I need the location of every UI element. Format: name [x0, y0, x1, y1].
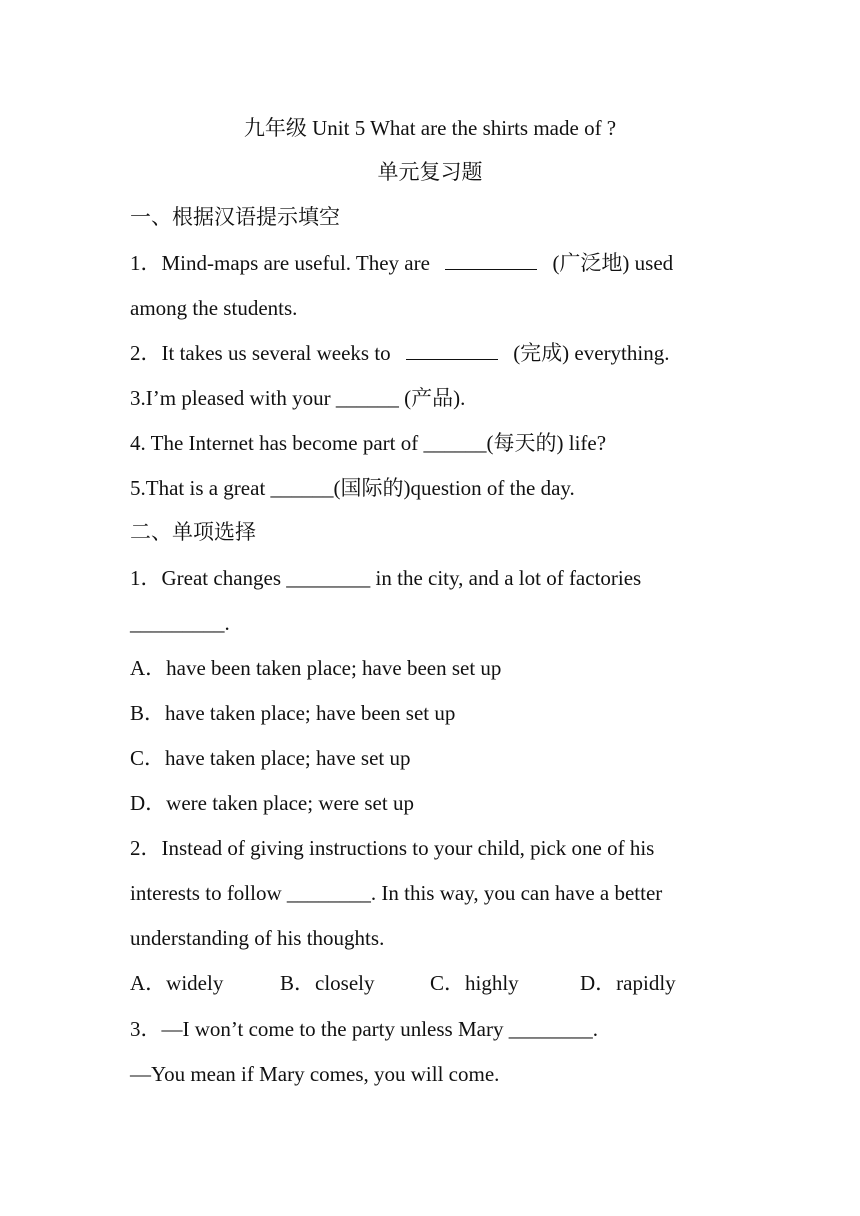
choice-option-c[interactable]: C．highly [430, 971, 519, 995]
choice-options-row [130, 969, 676, 997]
fill-question-5: 5.That is a great ______(国际的)question of the day. [130, 476, 575, 500]
choice-option-d[interactable]: D．rapidly [580, 971, 676, 995]
choice-option-d[interactable]: D．were taken place; were set up [130, 791, 414, 815]
fill-question-2 [130, 339, 669, 367]
choice-question-2-continued: interests to follow ________. In this way, you can have a better [130, 881, 663, 905]
choice-question-2-continued: understanding of his thoughts. [130, 926, 385, 950]
question-text: 1．Mind-maps are useful. They are [130, 251, 430, 275]
question-text: 2．It takes us several weeks to [130, 341, 391, 365]
question-text: (完成) everything. [513, 341, 670, 365]
choice-question-3: 3．—I won’t come to the party unless Mary ________. [130, 1017, 598, 1041]
choice-option-b[interactable]: B．closely [280, 971, 375, 995]
section-heading-2: 二、单项选择 [130, 520, 256, 544]
choice-question-1: 1．Great changes ________ in the city, and a lot of factories [130, 566, 642, 590]
choice-option-b[interactable]: B．have taken place; have been set up [130, 701, 456, 725]
choice-question-1-continued: _________. [130, 611, 230, 635]
choice-question-2: 2．Instead of giving instructions to your child, pick one of his [130, 836, 655, 860]
fill-question-4: 4. The Internet has become part of ______(每天的) life? [130, 431, 607, 455]
choice-question-3-reply: —You mean if Mary comes, you will come. [130, 1062, 500, 1086]
document-title: 九年级 Unit 5 What are the shirts made of ? [243, 116, 617, 140]
choice-option-a[interactable]: A．widely [130, 971, 224, 995]
answer-blank[interactable] [445, 251, 537, 270]
choice-option-c[interactable]: C．have taken place; have set up [130, 746, 411, 770]
fill-question-1 [130, 249, 673, 277]
document-subtitle: 单元复习题 [377, 160, 483, 184]
answer-blank[interactable] [406, 341, 498, 360]
fill-question-3: 3.I’m pleased with your ______ (产品). [130, 386, 466, 410]
section-heading-1: 一、根据汉语提示填空 [130, 205, 340, 229]
choice-option-a[interactable]: A．have been taken place; have been set up [130, 656, 502, 680]
fill-question-1-continued: among the students. [130, 296, 298, 320]
question-text: (广泛地) used [552, 251, 674, 275]
